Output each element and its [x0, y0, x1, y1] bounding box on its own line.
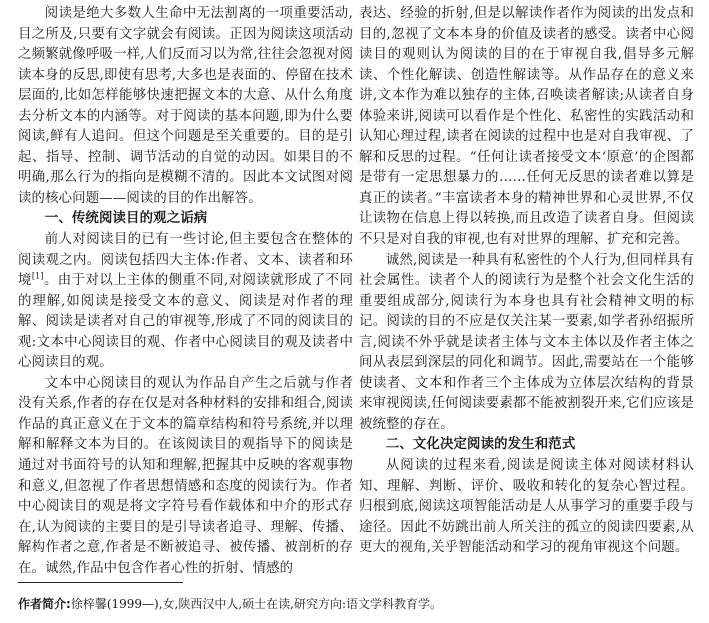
left-column: [18, 4, 353, 579]
paragraph-reading-process: 从阅读的过程来看,阅读是阅读主体对阅读材料认知、理解、判断、评价、吸收和转化的复杂心智过程。归根到底,阅读这项智能活动是人从事学习的重要手段与途径。因此不妨跳出前人所关注的孤立的阅读四要素,从更大的视角,关乎智能活动和学习的视角审视这个问题。: [359, 458, 694, 556]
right-column: [359, 4, 694, 559]
section-heading-1: 一、传统阅读目的观之诟病: [44, 211, 208, 227]
paragraph-text-centered-view: 文本中心阅读目的观认为作品自产生之后就与作者没有关系,作者的存在仅是对各种材料的安排和组合,阅读作品的真正意义在于文本的篇章结构和符号系统,并以理解和解释文本为目的。在该阅读目的观指导下的阅读是通过对书面符号的认知和理解,把握其中反映的客观事物和意义,但忽视了作者思想情感和态度的阅读行为。作者中心阅读目的观是将文字符号看作载体和中介的形式存在,认为阅读的主要目的是引导读者追寻、理解、传播、解构作者之意,作者是不断被追寻、被传播、被剖析的存在。诚然,作品中包含作者心性的折射、情感的: [18, 375, 353, 576]
section-heading-2: 二、文化决定阅读的发生和范式: [385, 437, 576, 453]
paragraph-text-part-2: 。由于对以上主体的侧重不同,对阅读就形成了不同的理解,如阅读是接受文本的意义、阅读是对作者的理解、阅读是读者对自己的审视等,形成了不同的阅读目的观:文本中心阅读目的观、作者中心阅读目的观及读者中心阅读目的观。: [18, 273, 353, 371]
footnote-label: 作者简介:: [18, 597, 71, 611]
paragraph-reading-views: [18, 230, 353, 374]
footnote-divider: [18, 582, 183, 583]
paragraph-introduction: 阅读是绝大多数人生命中无法割离的一项重要活动,目之所及,只要有文字就会有阅读。正因为阅读这项活动之频繁就像呼吸一样,人们反而习以为常,往往会忽视对阅读本身的反思,即使有思考,大多也是表面的、停留在技术层面的,比如怎样能够快速把握文本的大意、从什么角度去分析文本的内涵等。对于阅读的基本问题,即为什么要阅读,鲜有人追问。但这个问题是至关重要的。目的是引起、指导、控制、调节活动的自觉的动因。如果目的不明确,那么行为的指向是模糊不清的。因此本文试图对阅读的核心问题——阅读的目的作出解答。: [18, 6, 353, 206]
reference-marker[interactable]: [1]: [31, 271, 44, 281]
paragraph-social-attribute: 诚然,阅读是一种具有私密性的个人行为,但同样具有社会属性。读者个人的阅读行为是整个社会文化生活的重要组成部分,阅读行为本身也具有社会精神文明的标记。阅读的目的不应是仅关注某一要素,如学者孙绍振所言,阅读不外乎就是读者主体与文本主体以及作者主体之间从表层到深层的同化和调节。因此,需要站在一个能够使读者、文本和作者三个主体成为立体层次结构的背景来审视阅读,任何阅读要素都不能被割裂开来,它们应该是被统整的存在。: [359, 252, 694, 432]
paragraph-text-centered-view-continued: 表达、经验的折射,但是以解读作者作为阅读的出发点和目的,忽视了文本本身的价值及读者的感受。读者中心阅读目的观则认为阅读的目的在于审视自我,倡导多元解读、个性化解读、创造性解读等。从作品存在的意义来讲,文本作为难以独存的主体,召唤读者解读;从读者自身体验来讲,阅读可以看作是个性化、私密性的实践活动和认知心理过程,读者在阅读的过程中也是对自我审视、了解和反思的过程。“任何让读者接受文本‘原意’的企图都是带有一定思想暴力的……任何无反思的读者难以算是真正的读者。”丰富读者本身的精神世界和心灵世界,不仅让读物在信息上得以转换,而且改造了读者自身。但阅读不只是对自我的审视,也有对世界的理解、扩充和完善。: [359, 6, 694, 248]
paragraph-text-part-1: 前人对阅读目的已有一些讨论,但主要包含在整体的阅读观之内。阅读包括四大主体:作者、文本、读者和环境: [18, 232, 353, 289]
author-footnote: [18, 596, 698, 612]
footnote-text: 徐梓馨(1999—),女,陕西汉中人,硕士在读,研究方向:语文学科教育学。: [70, 597, 443, 611]
